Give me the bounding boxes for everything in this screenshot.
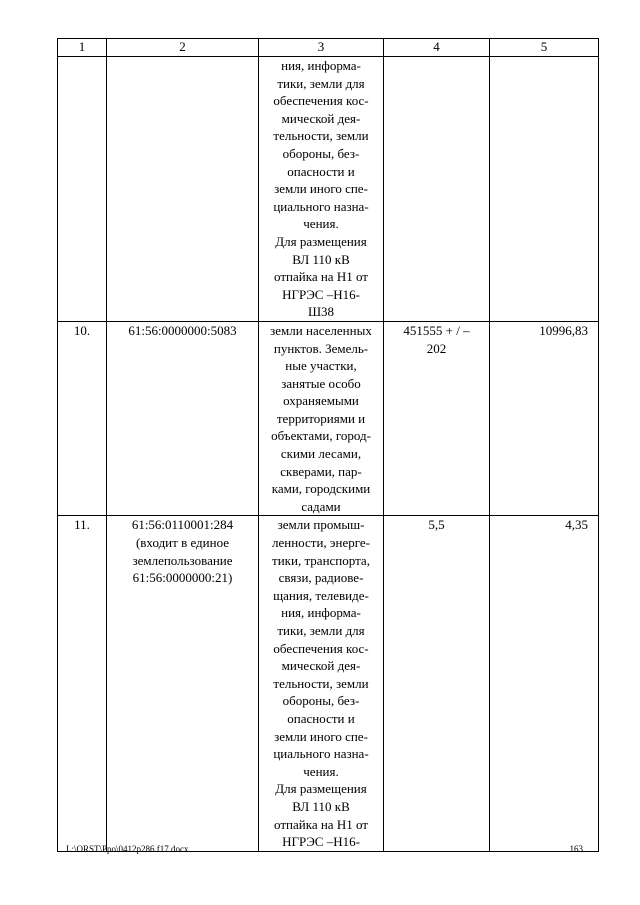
land-category-cell <box>259 516 384 851</box>
land-category-cell <box>259 321 384 516</box>
land-category-cell <box>259 57 384 322</box>
cell-line: занятые особо <box>281 375 361 391</box>
cell-line: чения. <box>303 216 339 232</box>
column-header: 2 <box>107 39 259 57</box>
cell-line: отпайка на Н1 от <box>274 816 368 832</box>
table-row <box>58 57 599 322</box>
table-row <box>58 321 599 516</box>
cell-line: ВЛ 110 кВ <box>292 798 350 814</box>
cell-line: земли населенных <box>270 322 372 338</box>
value-cell: 4,35 <box>490 516 599 851</box>
area-cell <box>384 57 490 322</box>
cell-line: скверами, пар- <box>280 463 362 479</box>
cell-line: тики, земли для <box>277 75 365 91</box>
row-number-cell: 11. <box>58 516 107 851</box>
cell-line: тики, земли для <box>277 623 365 638</box>
column-header: 4 <box>384 39 490 57</box>
cell-line: (входит в единое <box>135 535 230 551</box>
column-header: 3 <box>259 39 384 57</box>
cell-line: щания, телевиде- <box>273 587 369 603</box>
cell-line: опасности и <box>287 710 355 726</box>
cell-line: земли иного спе- <box>274 728 368 744</box>
cell-line: садами <box>301 498 341 514</box>
cell-line: 61:56:0000000:5083 <box>128 322 237 338</box>
value-cell: 10996,83 <box>490 321 599 516</box>
cell-line: охраняемыми <box>283 393 359 409</box>
cell-line: 5,5 <box>428 517 445 533</box>
cell-line: тики, транспорта, <box>272 552 370 568</box>
row-number-cell: 10. <box>58 321 107 516</box>
cell-line: тельности, земли <box>273 675 369 691</box>
document-path: L:\ORST\Ppo\0412p286.f17.docx <box>66 844 189 854</box>
cell-line: НГРЭС –Н16- <box>282 834 360 850</box>
row-number-cell <box>58 57 107 322</box>
cadastral-number-cell <box>107 516 259 851</box>
cell-line: опасности и <box>287 163 355 179</box>
cell-line: 202 <box>426 340 447 356</box>
cell-line: циального назна- <box>273 746 369 762</box>
cell-line: ния, информа- <box>281 58 361 73</box>
cell-line: тельности, земли <box>273 128 369 144</box>
cell-line: обороны, без- <box>282 693 360 709</box>
cell-line: ками, городскими <box>271 481 371 497</box>
cell-line: объектами, город- <box>271 428 371 444</box>
cadastral-number-cell <box>107 321 259 516</box>
cell-line: мической дея- <box>281 110 361 126</box>
cell-line: ния, информа- <box>281 605 361 621</box>
cell-line: НГРЭС –Н16- <box>282 286 360 302</box>
cell-line: циального назна- <box>273 198 369 214</box>
value-cell <box>490 57 599 322</box>
cell-line: обеспечения кос- <box>273 93 369 109</box>
cell-line: ные участки, <box>285 358 357 374</box>
area-cell <box>384 516 490 851</box>
cell-line: Для размещения <box>275 233 367 249</box>
cell-line: скими лесами, <box>280 446 362 462</box>
land-plots-table <box>57 38 599 852</box>
cell-line: 61:56:0000000:21) <box>132 570 233 586</box>
cell-line: ленности, энерге- <box>272 535 370 551</box>
cell-line: 451555 + / – <box>403 322 470 338</box>
cell-line: обеспечения кос- <box>273 640 369 656</box>
cell-line: 61:56:0110001:284 <box>131 517 234 533</box>
cell-line: чения. <box>303 763 339 779</box>
cell-line: землепользование <box>132 552 233 568</box>
cell-line: Ш38 <box>307 304 335 320</box>
cell-line: территориями и <box>276 410 366 426</box>
cell-line: Для размещения <box>275 781 367 797</box>
cell-line: земли иного спе- <box>274 181 368 197</box>
page-number: 163 <box>569 844 583 854</box>
cell-line: пунктов. Земель- <box>273 340 369 356</box>
column-header: 5 <box>490 39 599 57</box>
cell-line: мической дея- <box>281 658 361 674</box>
cell-line: обороны, без- <box>282 145 360 161</box>
area-cell <box>384 321 490 516</box>
cell-line: отпайка на Н1 от <box>274 269 368 285</box>
cell-line: связи, радиове- <box>278 570 364 586</box>
table-row <box>58 516 599 851</box>
column-header: 1 <box>58 39 107 57</box>
cell-line: ВЛ 110 кВ <box>292 251 350 267</box>
table-header-row <box>58 39 599 57</box>
cadastral-number-cell <box>107 57 259 322</box>
cell-line: земли промыш- <box>277 517 365 533</box>
